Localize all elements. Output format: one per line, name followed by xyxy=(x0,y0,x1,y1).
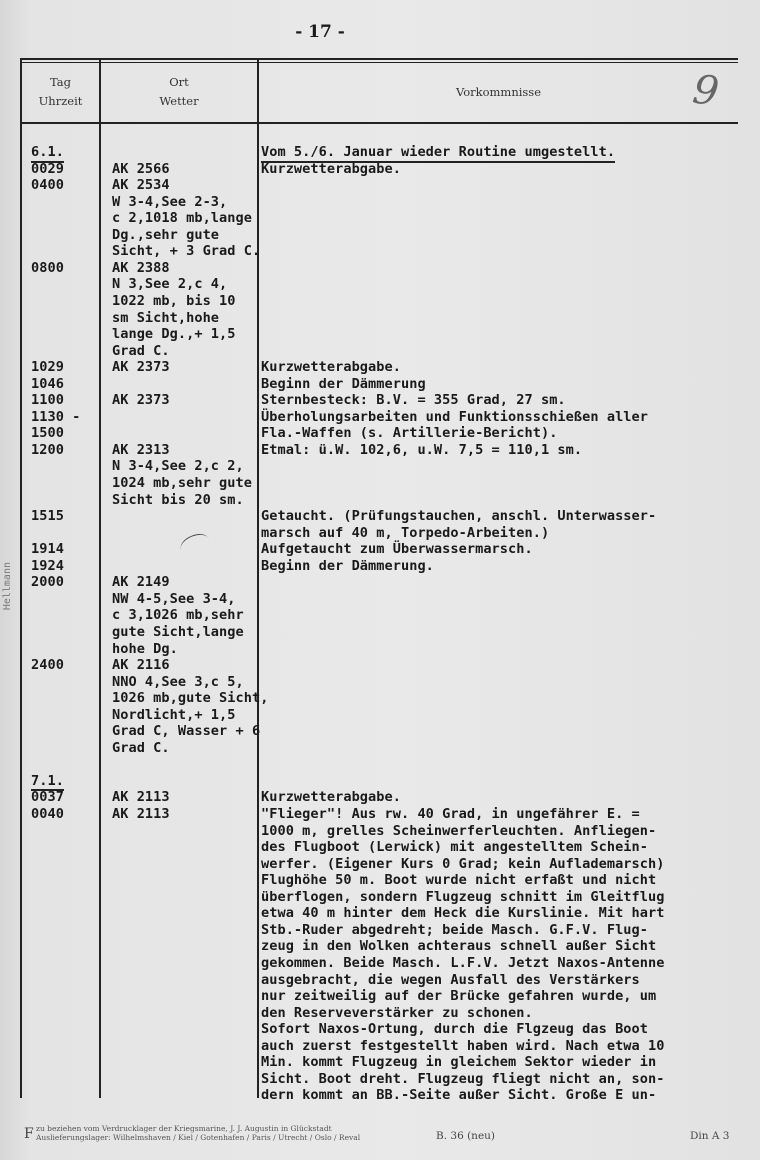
log-location: AK 2113 xyxy=(112,789,170,806)
footer-publisher: zu beziehen vom Verdrucklager der Kriegsmarine, J. J. Augustin in Glückstadt xyxy=(36,1124,332,1133)
log-event: des Flugboot (Lerwick) mit angestelltem Schein- xyxy=(261,839,649,856)
log-event: Fla.-Waffen (s. Artillerie-Bericht). xyxy=(261,425,558,442)
log-location: W 3-4,See 2-3, xyxy=(112,193,228,210)
log-event: zeug in den Wolken achteraus schnell außer Sicht xyxy=(261,938,657,955)
log-location: Grad C. xyxy=(112,342,170,359)
log-time: 1924 xyxy=(31,557,64,574)
log-event: gekommen. Beide Masch. L.F.V. Jetzt Naxos-Antenne xyxy=(261,954,665,971)
log-event: Etmal: ü.W. 102,6, u.W. 7,5 = 110,1 sm. xyxy=(261,441,583,458)
log-location: AK 2534 xyxy=(112,177,170,194)
footer-paper-size: Din A 3 xyxy=(690,1130,730,1142)
log-event: Flughöhe 50 m. Boot wurde nicht erfaßt und nicht xyxy=(261,872,657,889)
log-location: AK 2313 xyxy=(112,441,170,458)
log-location: Nordlicht,+ 1,5 xyxy=(112,706,236,723)
log-event: den Reserveverstärker zu schonen. xyxy=(261,1004,533,1021)
left-border xyxy=(20,58,22,1098)
log-location: NNO 4,See 3,c 5, xyxy=(112,673,244,690)
log-location: AK 2566 xyxy=(112,160,170,177)
log-time: 2000 xyxy=(31,574,64,591)
log-event: nur zeitweilig auf der Brücke gefahren wurde, um xyxy=(261,988,657,1005)
top-border xyxy=(20,58,738,60)
log-location: AK 2116 xyxy=(112,657,170,674)
log-location: AK 2388 xyxy=(112,259,170,276)
header-time: Tag Uhrzeit xyxy=(38,75,83,108)
log-event: etwa 40 m hinter dem Heck die Kurslinie. Mit hart xyxy=(261,905,665,922)
header-place: Ort Wetter xyxy=(159,75,199,108)
header-events: Vorkommnisse xyxy=(455,85,542,99)
log-event: dern kommt an BB.-Seite außer Sicht. Große E un- xyxy=(261,1087,657,1104)
footer-depots: Auslieferungslager: Wilhelmshaven / Kiel / Gotenhafen / Paris / Utrecht / Oslo / Reval xyxy=(36,1133,361,1142)
log-location: sm Sicht,hohe xyxy=(112,309,220,326)
log-time: 1914 xyxy=(31,541,64,558)
log-location: AK 2113 xyxy=(112,806,170,822)
log-event: 1000 m, grelles Scheinwerferleuchten. Anfliegen- xyxy=(261,822,657,839)
col-divider-1 xyxy=(99,58,101,1098)
log-time: 0029 xyxy=(31,160,64,177)
log-event: Kurzwetterabgabe. xyxy=(261,160,401,177)
log-event: Beginn der Dämmerung. xyxy=(261,557,434,574)
log-location: lange Dg.,+ 1,5 xyxy=(112,326,236,343)
log-time: 1200 xyxy=(31,441,64,458)
col-divider-2 xyxy=(257,58,259,1098)
log-time: 2400 xyxy=(31,657,64,674)
log-time: 1029 xyxy=(31,359,64,376)
log-location: 1022 mb, bis 10 xyxy=(112,292,236,309)
log-event: Überholungsarbeiten und Funktionsschießen aller xyxy=(261,408,649,425)
log-location: c 2,1018 mb,lange xyxy=(112,210,252,227)
log-event: Beginn der Dämmerung xyxy=(261,375,426,392)
log-time: 1500 xyxy=(31,425,64,442)
log-location: Grad C, Wasser + 6 xyxy=(112,723,261,740)
log-event: Sicht. Boot dreht. Flugzeug fliegt nicht an, son- xyxy=(261,1070,665,1087)
log-location: Sicht bis 20 sm. xyxy=(112,491,244,508)
log-event: "Flieger"! Aus rw. 40 Grad, in ungefährer E. = xyxy=(261,806,640,822)
log-location: c 3,1026 mb,sehr xyxy=(112,607,244,624)
log-event: Vom 5./6. Januar wieder Routine umgestellt. xyxy=(261,144,615,163)
log-time: 6.1. xyxy=(31,144,64,163)
pen-mark xyxy=(178,530,213,559)
log-event: Stb.-Ruder abgedreht; beide Masch. G.F.V. Flug- xyxy=(261,921,649,938)
log-location: AK 2373 xyxy=(112,392,170,409)
log-event: auch zuerst festgestellt haben wird. Nach etwa 10 xyxy=(261,1037,665,1054)
log-time: 1515 xyxy=(31,508,64,525)
log-time: 1100 xyxy=(31,392,64,409)
log-event: Kurzwetterabgabe. xyxy=(261,359,401,376)
log-event: Aufgetaucht zum Überwassermarsch. xyxy=(261,541,533,558)
log-time: 1130 - xyxy=(31,408,81,425)
log-event: marsch auf 40 m, Torpedo-Arbeiten.) xyxy=(261,524,550,541)
header-divider xyxy=(20,122,738,124)
log-location: AK 2149 xyxy=(112,574,170,591)
log-location: 1026 mb,gute Sicht, xyxy=(112,690,269,707)
log-event: überflogen, sondern Flugzeug schnitt im Gleitflug xyxy=(261,888,665,905)
log-location: N 3-4,See 2,c 2, xyxy=(112,458,244,475)
log-location: Dg.,sehr gute xyxy=(112,226,220,243)
log-location: 1024 mb,sehr gute xyxy=(112,475,252,491)
log-location: hohe Dg. xyxy=(112,640,178,657)
page-number: - 17 - xyxy=(295,22,345,42)
log-location: NW 4-5,See 3-4, xyxy=(112,590,236,607)
margin-note: Hellmann xyxy=(2,562,13,611)
log-event: Sternbesteck: B.V. = 355 Grad, 27 sm. xyxy=(261,392,566,409)
log-location: AK 2373 xyxy=(112,359,170,376)
log-location: N 3,See 2,c 4, xyxy=(112,276,228,293)
log-location: Grad C. xyxy=(112,739,170,756)
log-time: 0800 xyxy=(31,259,64,276)
log-event: werfer. (Eigener Kurs 0 Grad; kein Auflademarsch) xyxy=(261,855,665,872)
footer-letter: F xyxy=(24,1126,34,1142)
log-event: Sofort Naxos-Ortung, durch die Flgzeug das Boot xyxy=(261,1021,649,1038)
log-location: Sicht, + 3 Grad C. xyxy=(112,243,261,260)
log-location: gute Sicht,lange xyxy=(112,623,244,640)
log-event: Getaucht. (Prüfungstauchen, anschl. Unterwasser- xyxy=(261,508,657,525)
log-event: Min. kommt Flugzeug in gleichem Sektor wieder in xyxy=(261,1054,657,1071)
footer-form-number: B. 36 (neu) xyxy=(436,1130,496,1142)
log-event: ausgebracht, die wegen Ausfall des Verstärkers xyxy=(261,971,640,988)
log-time: 0040 xyxy=(31,806,64,822)
handwritten-mark: 9 xyxy=(689,66,722,116)
log-event: Kurzwetterabgabe. xyxy=(261,789,401,806)
log-time: 0037 xyxy=(31,789,64,806)
top-border-inner xyxy=(20,62,738,63)
log-time: 0400 xyxy=(31,177,64,194)
log-time: 7.1. xyxy=(31,773,64,792)
log-time: 1046 xyxy=(31,375,64,392)
